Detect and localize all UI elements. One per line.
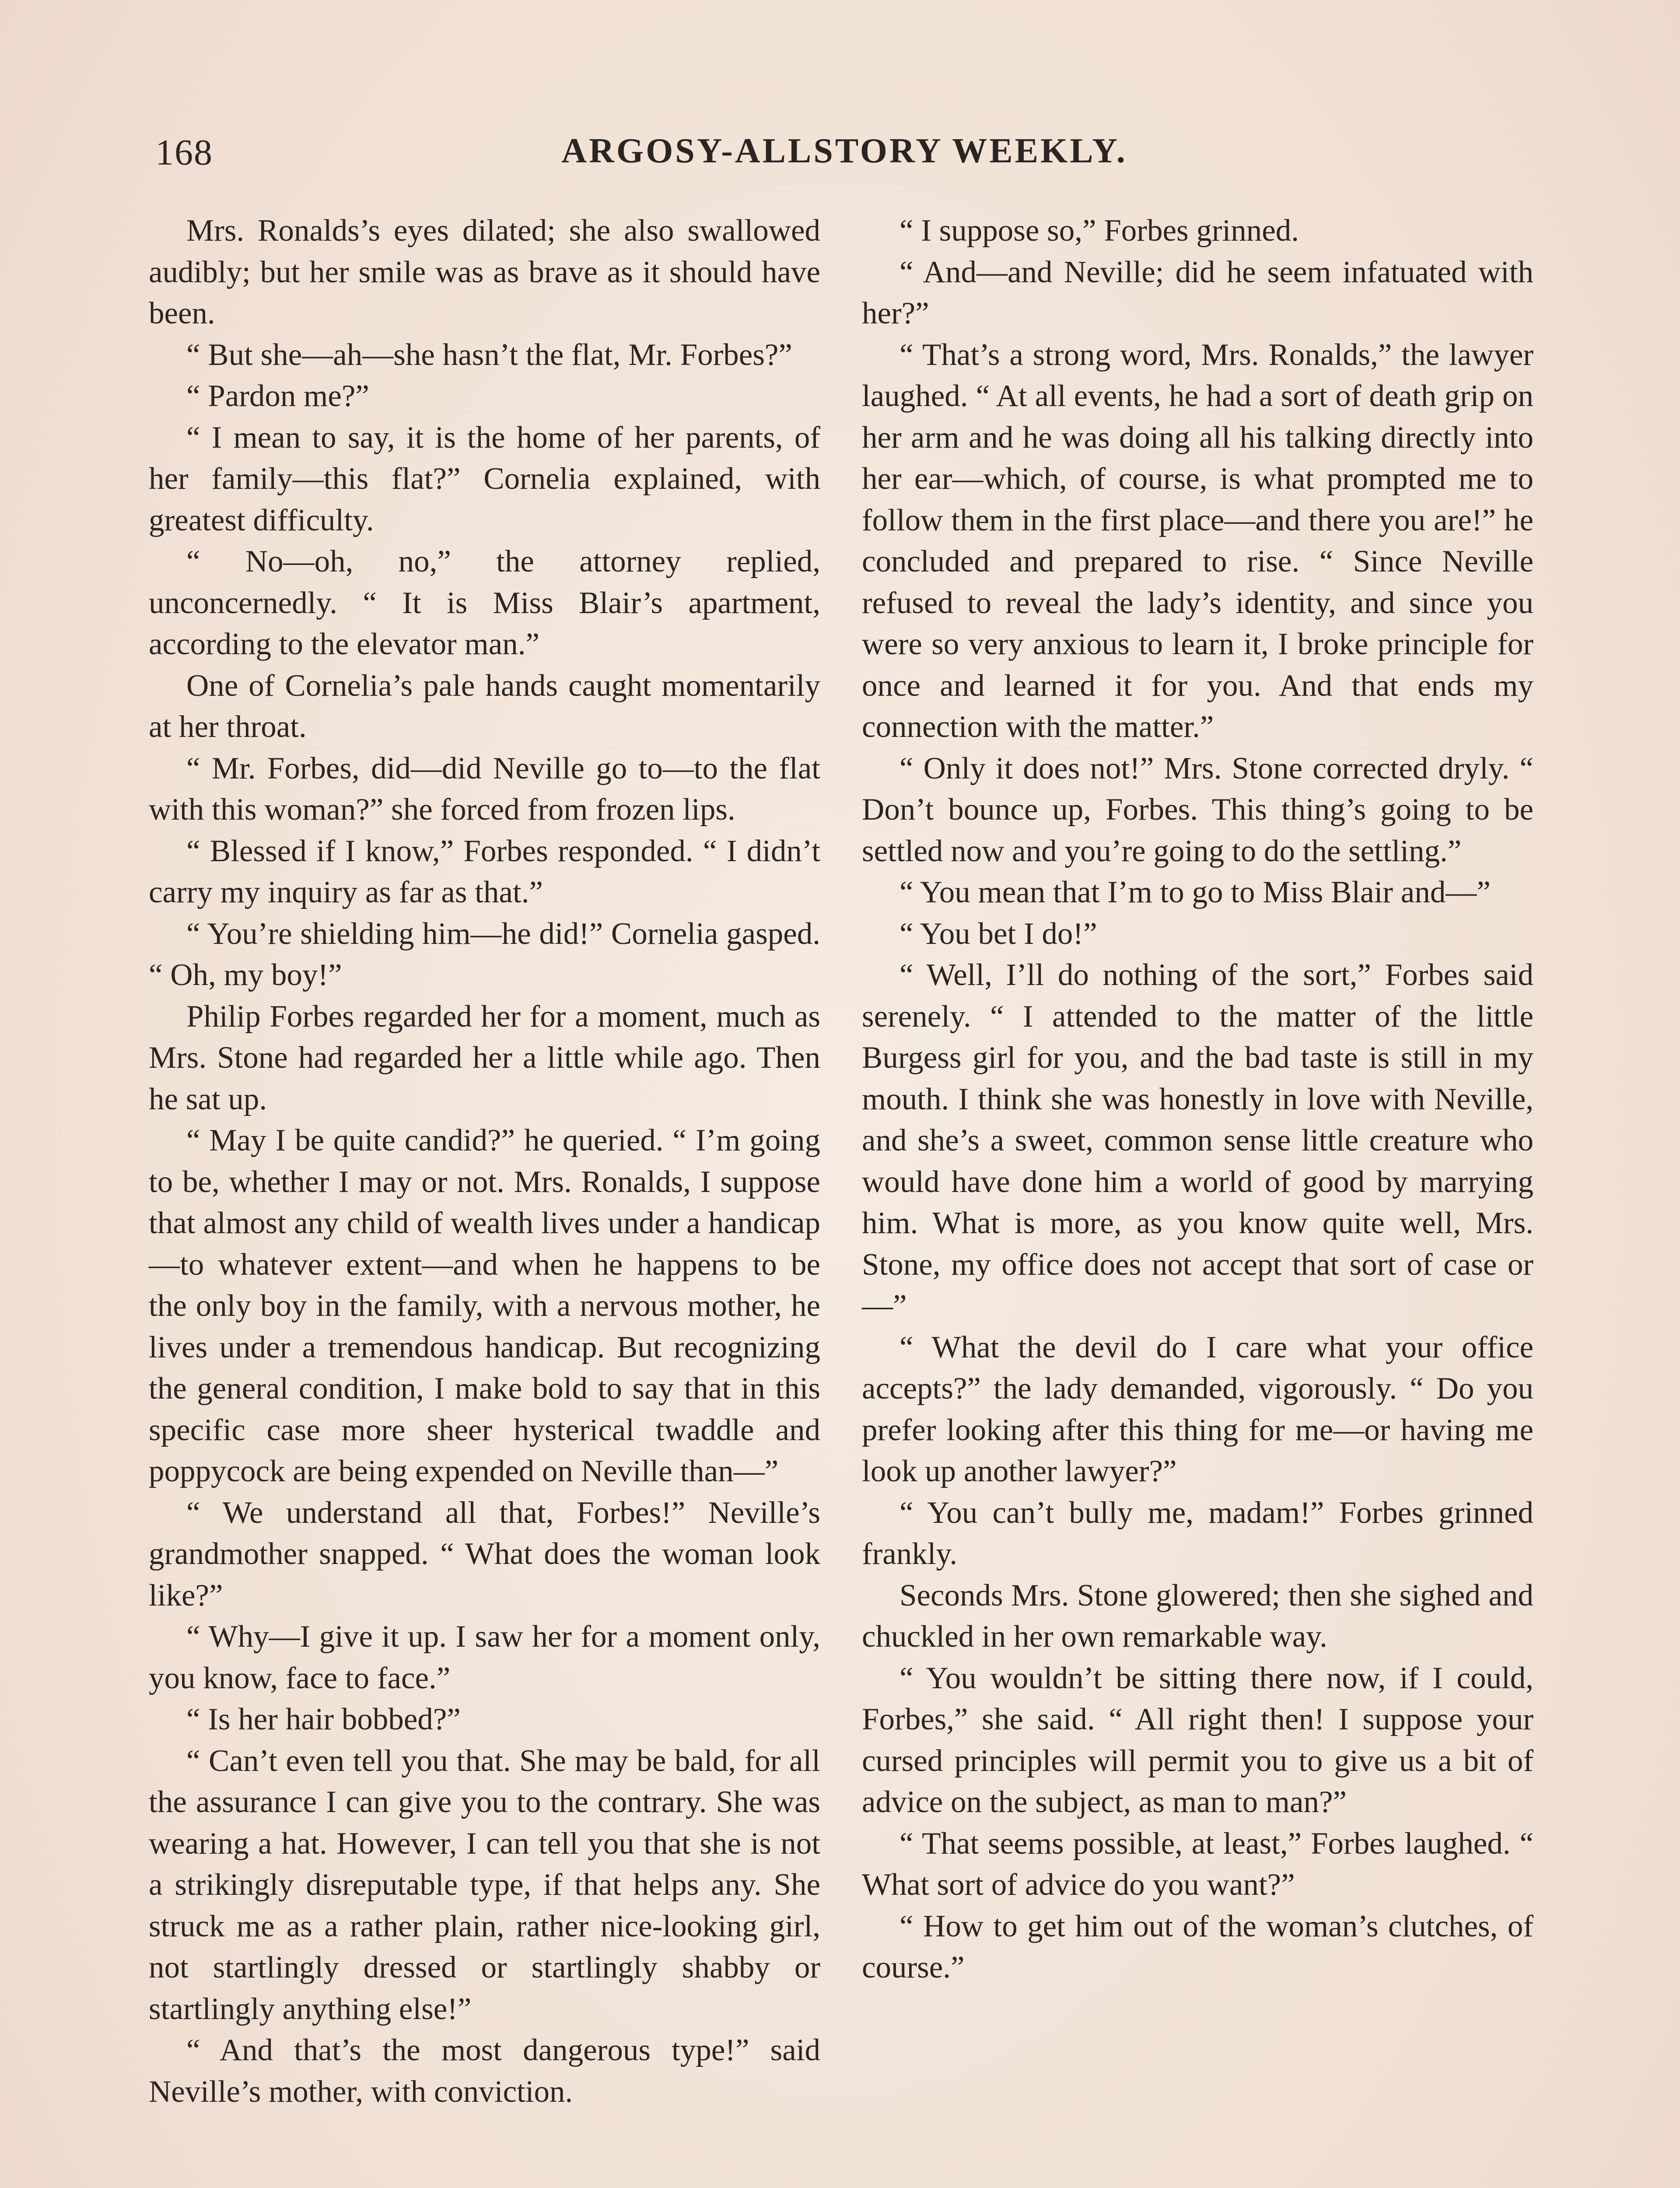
page-number: 168 (155, 132, 213, 173)
paragraph: “ May I be quite candid?” he queried. “ I’m going to be, whether I may or not. Mrs. Ronalds, I suppose that almost any child of wealth lives under a handicap—to whatever extent—and when he happens to be the only boy in the family, with a nervous mother, he lives under a tremendous handicap. But recognizing the general condition, I make bold to say that in this specific case more sheer hysterical twaddle and poppycock are being expended on Neville than—” (149, 1123, 820, 1488)
paragraph: “ And that’s the most dangerous type!” said Neville’s mother, with conviction. (149, 2033, 820, 2109)
paragraph: “ You’re shielding him—he did!” Cornelia gasped. “ Oh, my boy!” (149, 916, 820, 992)
left-text-column (149, 210, 820, 2112)
paragraph: “ What the devil do I care what your office accepts?” the lady demanded, vigorously. “ Do you prefer looking after this thing for me—or having me look up another lawyer?” (862, 1330, 1533, 1488)
paragraph: “ That’s a strong word, Mrs. Ronalds,” the lawyer laughed. “ At all events, he had a sort of death grip on her arm and he was doing all his talking directly into her ear—which, of course, is what prompted me to follow them in the first place—and there you are!” he concluded and prepared to rise. “ Since Neville refused to reveal the lady’s identity, and since you were so very anxious to learn it, I broke principle for once and learned it for you. And that ends my connection with the matter.” (862, 337, 1533, 744)
paragraph: “ You can’t bully me, madam!” Forbes grinned frankly. (862, 1495, 1533, 1571)
paragraph: Philip Forbes regarded her for a moment, much as Mrs. Stone had regarded her a little while ago. Then he sat up. (149, 999, 820, 1116)
paragraph: “ You wouldn’t be sitting there now, if I could, Forbes,” she said. “ All right then! I suppose your cursed principles will permit you to give us a bit of advice on the subject, as man to man?” (862, 1661, 1533, 1819)
paragraph: Mrs. Ronalds’s eyes dilated; she also swallowed audibly; but her smile was as brave as it should have been. (149, 214, 820, 330)
paragraph: “ Is her hair bobbed?” (186, 1702, 461, 1736)
page-header (155, 131, 1533, 179)
paragraph: “ You bet I do!” (900, 916, 1097, 951)
paragraph: “ I mean to say, it is the home of her parents, of her family—this flat?” Cornelia explained, with greatest difficulty. (149, 420, 820, 537)
paragraph: “ Well, I’ll do nothing of the sort,” Forbes said serenely. “ I attended to the matter of the little Burgess girl for you, and the bad taste is still in my mouth. I think she was honestly in love with Neville, and she’s a sweet, common sense little creature who would have done him a world of good by marrying him. What is more, as you know quite well, Mrs. Stone, my office does not accept that sort of case or—” (862, 958, 1533, 1323)
paragraph: “ That seems possible, at least,” Forbes laughed. “ What sort of advice do you want?” (862, 1826, 1533, 1902)
paragraph: “ Blessed if I know,” Forbes responded. “ I didn’t carry my inquiry as far as that.” (149, 834, 820, 909)
paragraph: “ Why—I give it up. I saw her for a moment only, you know, face to face.” (149, 1620, 820, 1695)
paragraph: “ Pardon me?” (186, 379, 369, 413)
right-text-column (862, 210, 1533, 1988)
paragraph: “ How to get him out of the woman’s clutches, of course.” (862, 1909, 1533, 1985)
paragraph: “ Only it does not!” Mrs. Stone corrected dryly. “ Don’t bounce up, Forbes. This thing’s going to be settled now and you’re going to do the settling.” (862, 751, 1533, 868)
paragraph: “ No—oh, no,” the attorney replied, unconcernedly. “ It is Miss Blair’s apartment, according to the elevator man.” (149, 544, 820, 661)
paragraph: “ But she—ah—she hasn’t the flat, Mr. Forbes?” (186, 337, 792, 372)
paragraph: “ I suppose so,” Forbes grinned. (900, 214, 1299, 248)
paragraph: “ Can’t even tell you that. She may be bald, for all the assurance I can give you to the contrary. She was wearing a hat. However, I can tell you that she is not a strikingly disreputable type, if that helps any. She struck me as a rather plain, rather nice-looking girl, not startlingly dressed or startlingly shabby or startlingly anything else!” (149, 1743, 820, 2026)
running-head: ARGOSY-ALLSTORY WEEKLY. (561, 132, 1127, 170)
paragraph: “ We understand all that, Forbes!” Neville’s grandmother snapped. “ What does the woman look like?” (149, 1495, 820, 1613)
paragraph: One of Cornelia’s pale hands caught momentarily at her throat. (149, 668, 820, 744)
paragraph: “ You mean that I’m to go to Miss Blair and—” (900, 875, 1491, 909)
paragraph: Seconds Mrs. Stone glowered; then she sighed and chuckled in her own remarkable way. (862, 1578, 1533, 1654)
paragraph: “ Mr. Forbes, did—did Neville go to—to the flat with this woman?” she forced from frozen lips. (149, 751, 820, 827)
paragraph: “ And—and Neville; did he seem infatuated with her?” (862, 255, 1533, 330)
